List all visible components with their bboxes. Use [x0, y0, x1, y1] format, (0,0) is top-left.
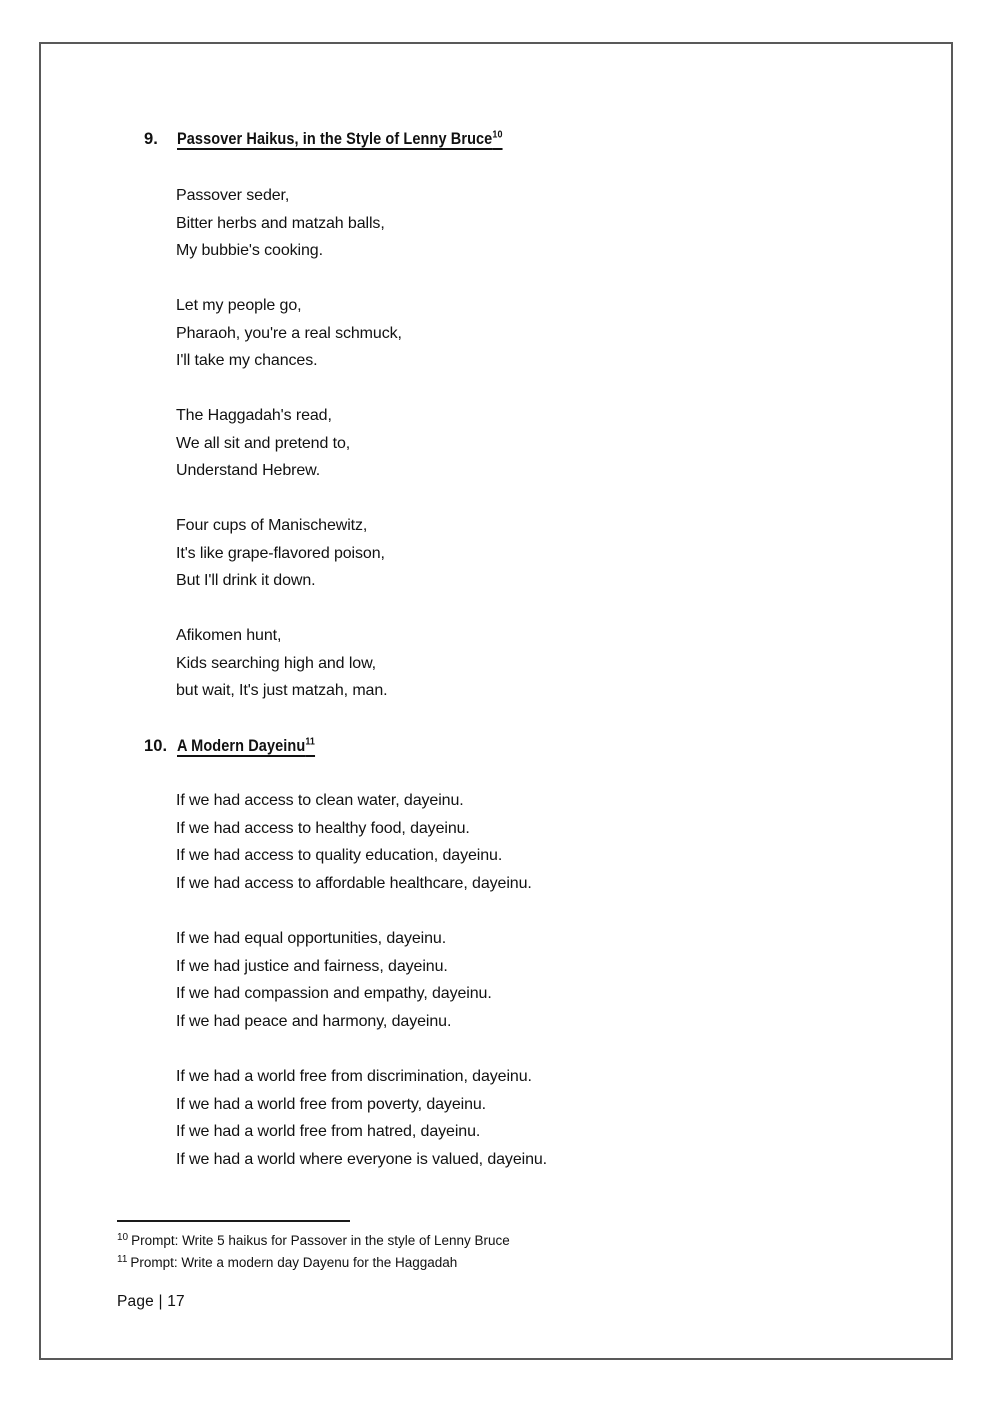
poem-stanza	[176, 182, 385, 265]
poem-stanza	[176, 1063, 547, 1173]
poem-line: Pharaoh, you're a real schmuck,	[176, 324, 402, 342]
section-title: Passover Haikus, in the Style of Lenny Bruce$^{10}$	[176, 129, 503, 148]
poem-line: but wait, It's just matzah, man.	[176, 682, 388, 699]
poem-stanza	[176, 402, 350, 485]
footnote-ref-superscript: 10	[491, 129, 503, 141]
footnote	[117, 1252, 457, 1274]
poem-line: If we had a world free from discrimination, dayeinu.	[176, 1068, 532, 1085]
footnote-text: Prompt: Write a modern day Dayenu for the Haggadah	[130, 1255, 458, 1270]
page-number: Page | 17	[117, 1293, 185, 1310]
poem-line: It's like grape-flavored poison,	[176, 544, 385, 562]
poem-line: But I'll drink it down.	[176, 572, 316, 589]
poem-line: If we had access to quality education, dayeinu.	[176, 847, 503, 864]
poem-line: If we had access to clean water, dayeinu.	[176, 792, 464, 809]
poem-line: I'll take my chances.	[176, 352, 318, 369]
footnote-text: Prompt: Write 5 haikus for Passover in the style of Lenny Bruce	[131, 1233, 510, 1248]
poem-line: Let my people go,	[176, 297, 302, 314]
footnote-number: 11	[117, 1253, 128, 1265]
poem-line: My bubbie's cooking.	[176, 242, 323, 259]
poem-line: Kids searching high and low,	[176, 654, 376, 672]
footnote-separator	[117, 1220, 350, 1222]
section-title: A Modern Dayeinu$^{11}$	[176, 736, 315, 755]
poem-stanza	[176, 787, 532, 897]
poem-line: Passover seder,	[176, 187, 290, 204]
poem-stanza	[176, 512, 385, 595]
poem-line: If we had compassion and empathy, dayeinu.	[176, 985, 492, 1002]
poem-line: Understand Hebrew.	[176, 462, 321, 479]
poem-line: Four cups of Manischewitz,	[176, 517, 368, 534]
footnote	[117, 1230, 510, 1252]
poem-stanza	[176, 925, 492, 1035]
section-number: 9.	[144, 130, 158, 148]
section-heading-9	[144, 128, 546, 150]
poem-line: If we had access to affordable healthcare, dayeinu.	[176, 874, 532, 892]
poem-line: Bitter herbs and matzah balls,	[176, 214, 385, 232]
poem-line: If we had a world free from poverty, dayeinu.	[176, 1095, 487, 1113]
footnote-number: 10	[117, 1231, 129, 1243]
poem-line: The Haggadah's read,	[176, 407, 332, 424]
section-number: 10.	[144, 737, 168, 755]
footnote-ref-superscript: 11	[304, 736, 315, 748]
poem-line: If we had a world where everyone is valued, dayeinu.	[176, 1150, 548, 1168]
poem-line: Afikomen hunt,	[176, 627, 282, 644]
poem-line: If we had justice and fairness, dayeinu.	[176, 957, 448, 975]
poem-stanza	[176, 622, 388, 705]
poem-line: If we had access to healthy food, dayeinu.	[176, 819, 470, 837]
poem-stanza	[176, 292, 402, 375]
section-heading-10	[144, 735, 333, 757]
poem-line: If we had equal opportunities, dayeinu.	[176, 930, 447, 947]
poem-line: If we had peace and harmony, dayeinu.	[176, 1012, 452, 1030]
poem-line: We all sit and pretend to,	[176, 434, 351, 452]
poem-line: If we had a world free from hatred, dayeinu.	[176, 1123, 481, 1140]
